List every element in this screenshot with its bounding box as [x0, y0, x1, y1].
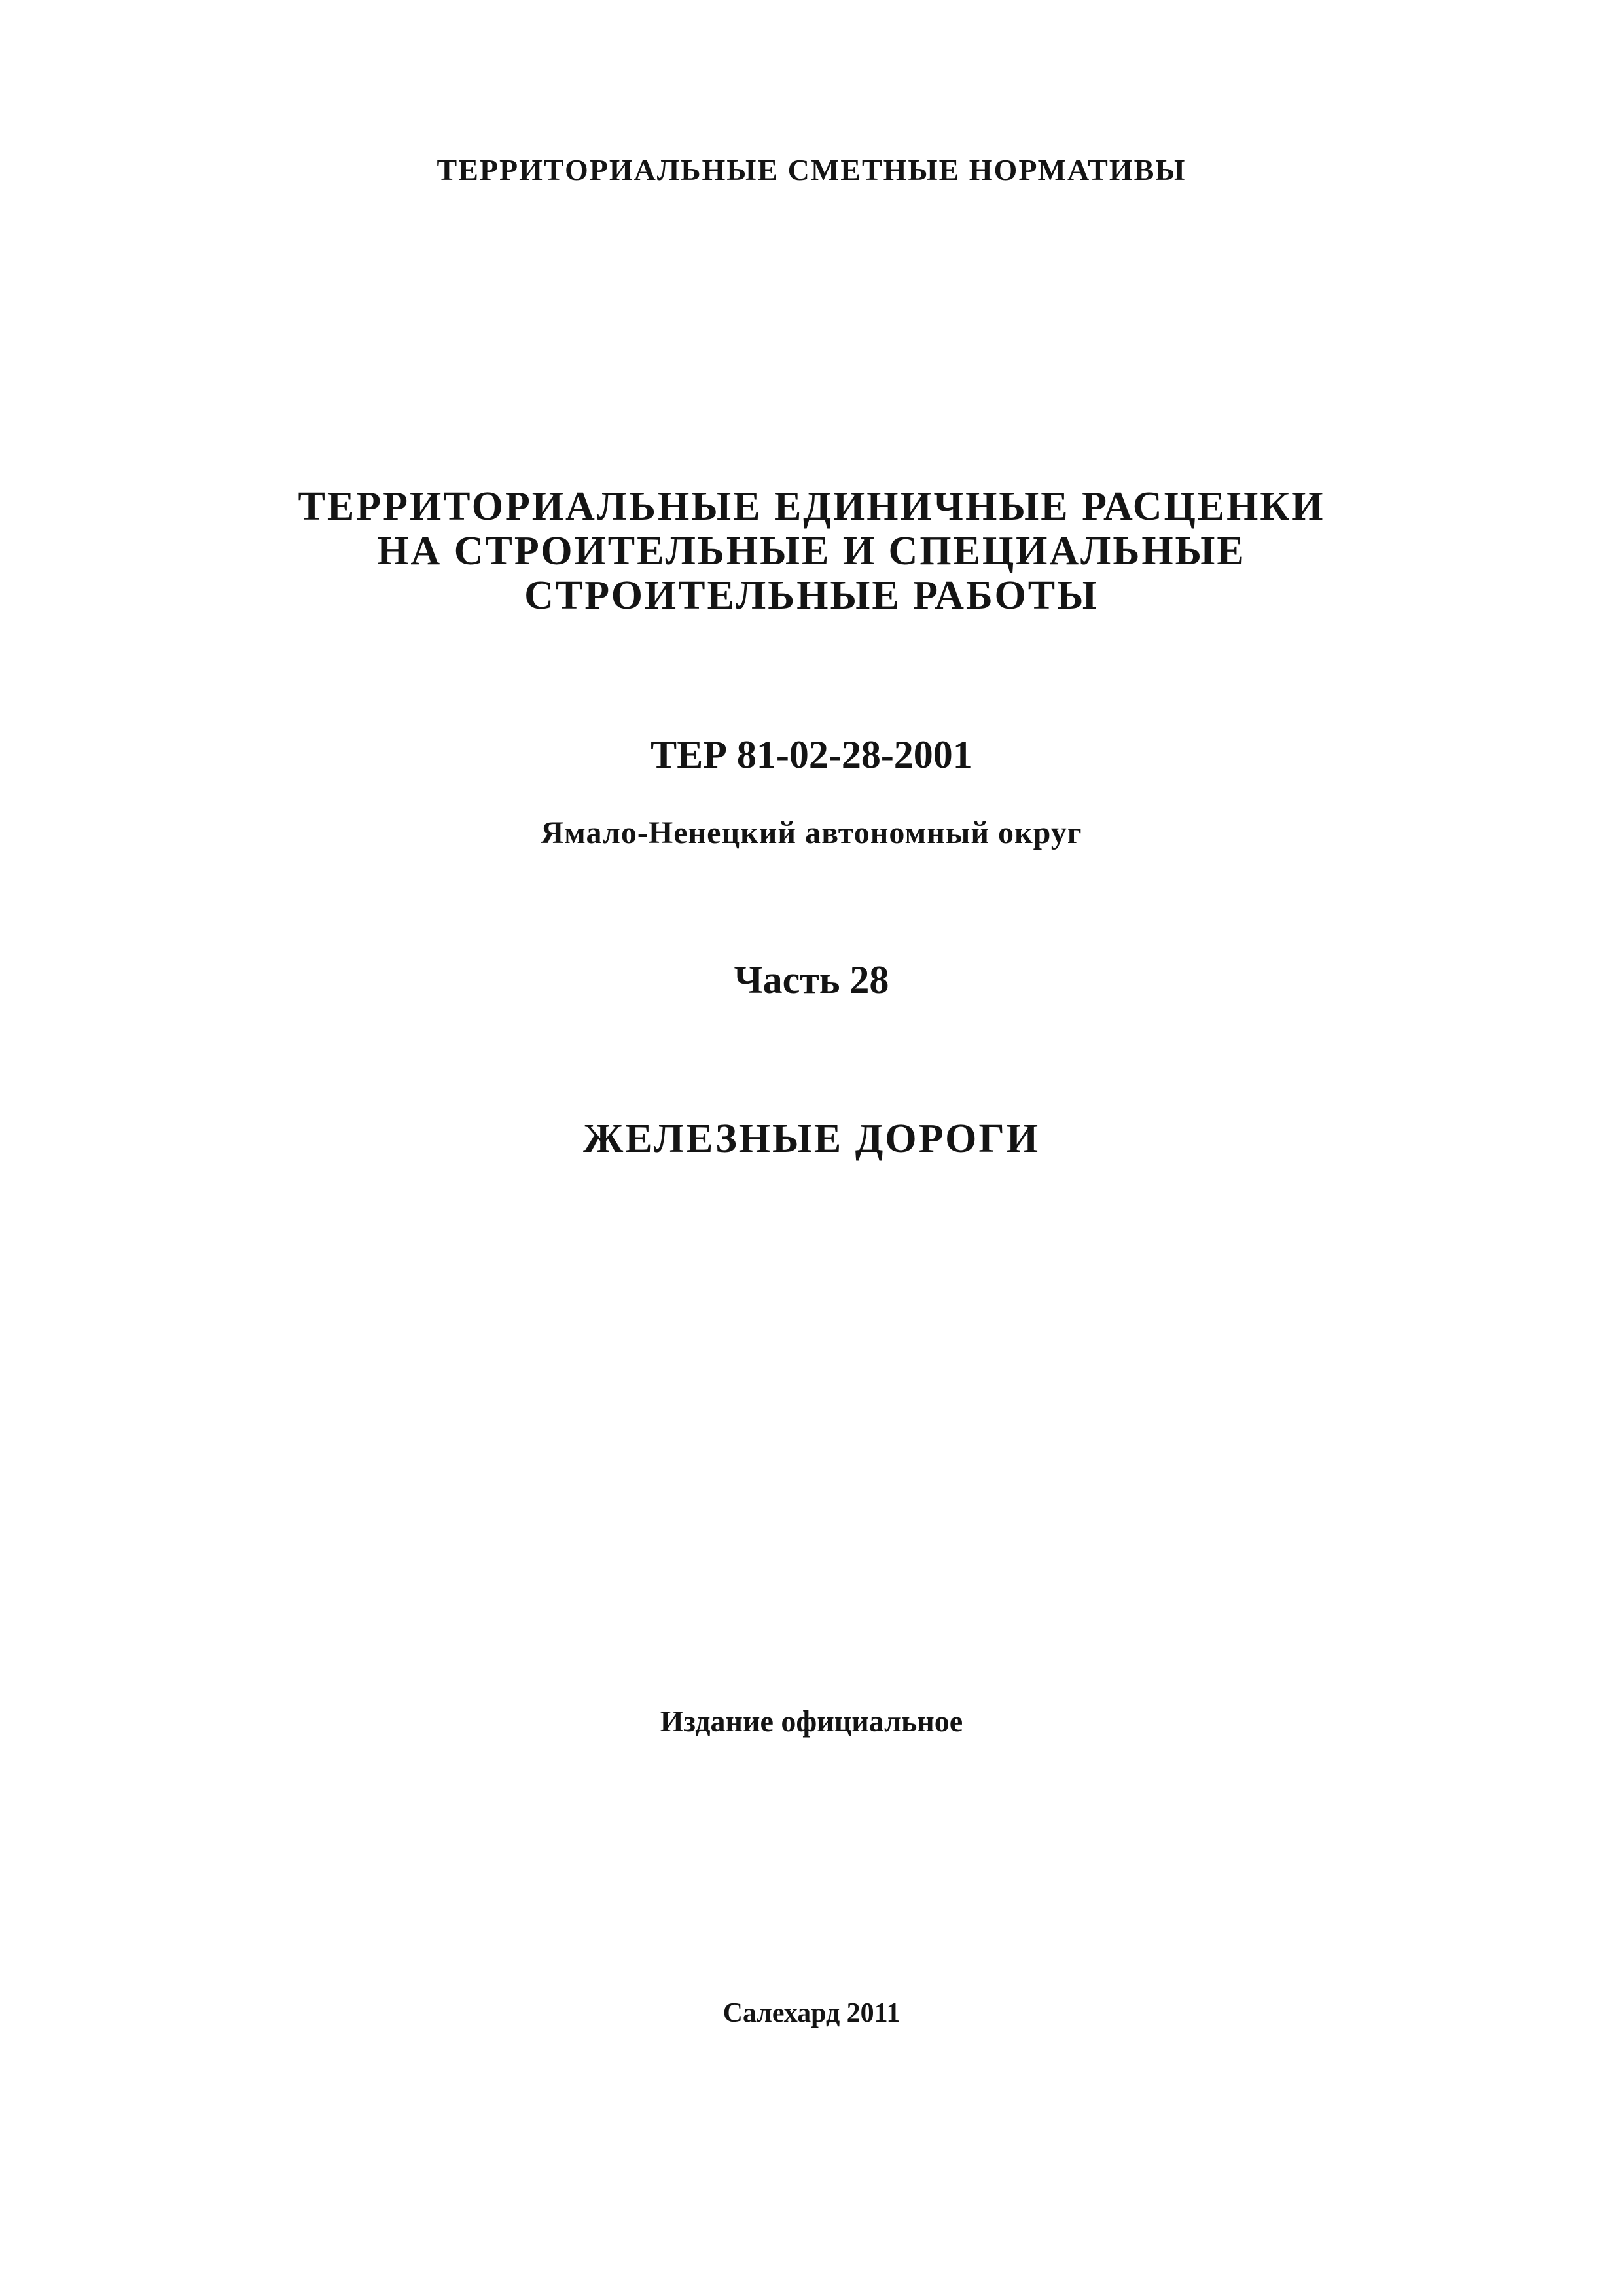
- document-title: [0, 484, 1623, 618]
- place-and-year: Салехард 2011: [722, 1998, 901, 2028]
- section-title: ЖЕЛЕЗНЫЕ ДОРОГИ: [582, 1117, 1041, 1161]
- edition-note: Издание официальное: [660, 1704, 963, 1738]
- part-number: Часть 28: [734, 958, 889, 1001]
- document-title-line-3: СТРОИТЕЛЬНЫЕ РАБОТЫ: [524, 573, 1099, 618]
- document-code: ТЕР 81-02-28-2001: [651, 733, 972, 776]
- series-heading: ТЕРРИТОРИАЛЬНЫЕ СМЕТНЫЕ НОРМАТИВЫ: [437, 153, 1186, 187]
- region-name: Ямало-Ненецкий автономный округ: [541, 816, 1082, 850]
- document-title-line-2: НА СТРОИТЕЛЬНЫЕ И СПЕЦИАЛЬНЫЕ: [377, 529, 1246, 573]
- document-title-line-1: ТЕРРИТОРИАЛЬНЫЕ ЕДИНИЧНЫЕ РАСЦЕНКИ: [298, 484, 1325, 529]
